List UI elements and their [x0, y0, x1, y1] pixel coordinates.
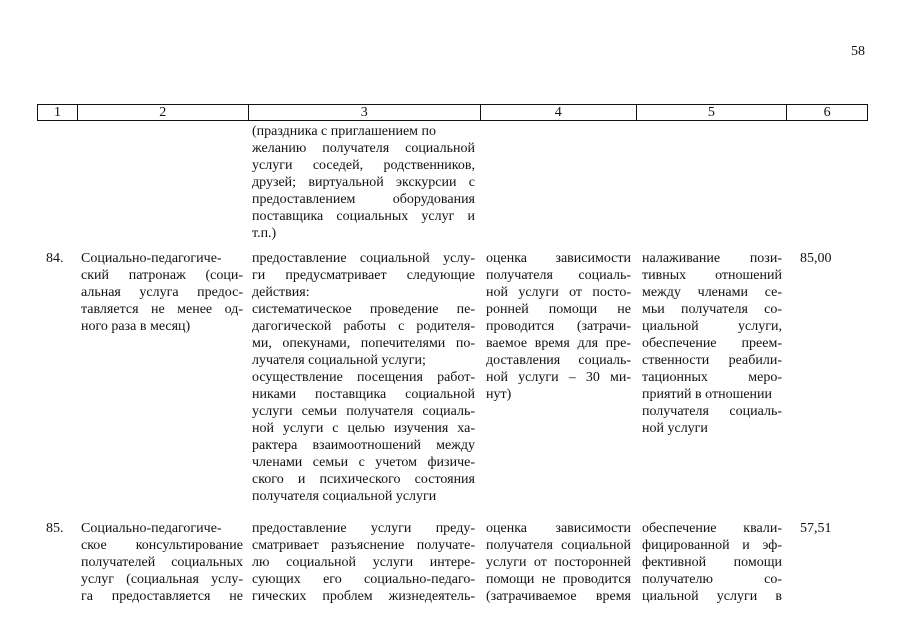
text-line: ский патронаж (соци-	[81, 268, 243, 283]
text-line: фективной помощи	[642, 555, 782, 570]
text-line: получателю со-	[642, 572, 782, 587]
text-line: налаживание пози-	[642, 251, 782, 266]
text-line: Социально-педагогиче-	[81, 251, 222, 266]
text-line: лю социальной услуги интере-	[252, 555, 475, 570]
row-84-name	[81, 250, 243, 335]
text-line: ной услуги с целью изучения ха-	[252, 421, 475, 436]
row-85-name	[81, 520, 243, 605]
header-col-1: 1	[53, 105, 61, 120]
text-line: (праздника с приглашением по	[252, 124, 437, 139]
text-line: между членами се-	[642, 285, 782, 300]
row-85-evaluation	[486, 520, 631, 605]
header-col-3: 3	[248, 105, 480, 120]
text-line: предоставление услуги преду-	[252, 521, 475, 536]
text-line: проводится (затрачи-	[486, 319, 631, 334]
row-84-number: 84.	[46, 251, 64, 266]
text-line: мьи получателя со-	[642, 302, 782, 317]
text-line: оценка зависимости	[486, 251, 631, 266]
text-line: сующих его социально-педаго-	[252, 572, 475, 587]
text-line: га предоставляется не	[81, 589, 243, 604]
text-line: сматривает разъяснение получате-	[252, 538, 475, 553]
text-line: предоставление социальной услу-	[252, 251, 475, 266]
text-line: циальной услуги в	[642, 589, 782, 604]
row-85-number: 85.	[46, 521, 64, 536]
text-line: ронней помощи не	[486, 302, 631, 317]
text-line: дагогической работы с родителя-	[252, 319, 475, 334]
header-col-4: 4	[480, 105, 636, 120]
text-line: обеспечение квали-	[642, 521, 782, 536]
text-line: услуги семьи получателя социаль-	[252, 404, 475, 419]
text-line: ной услуги – 30 ми-	[486, 370, 631, 385]
text-line: ми, опекунами, попечителями по-	[252, 336, 475, 351]
row-85-price: 57,51	[800, 521, 832, 536]
text-line: друзей; виртуальной экскурсии с	[252, 175, 475, 190]
row-84-price: 85,00	[800, 251, 832, 266]
text-line: обеспечение преем-	[642, 336, 782, 351]
text-line: гических проблем жизнедеятель-	[252, 589, 475, 604]
text-line: тационных меро-	[642, 370, 782, 385]
text-line: приятий в отношении	[642, 387, 773, 402]
text-line: предоставлением оборудования	[252, 192, 475, 207]
text-line: циальной услуги,	[642, 319, 782, 334]
text-line: лучателя социальной услуги;	[252, 353, 426, 368]
row-85-description	[252, 520, 475, 605]
row-85-result	[642, 520, 782, 605]
text-line: помощи не проводится	[486, 572, 631, 587]
text-line: никами поставщика социальной	[252, 387, 475, 402]
header-col-5: 5	[636, 105, 787, 120]
row-84-result	[642, 250, 782, 437]
text-line: оценка зависимости	[486, 521, 631, 536]
text-line: ваемое время для пре-	[486, 336, 631, 351]
text-line: рактера взаимоотношений между	[252, 438, 475, 453]
text-line: действия:	[252, 285, 310, 300]
text-line: получателя социальной	[486, 538, 631, 553]
text-line: осуществление посещения работ-	[252, 370, 475, 385]
text-line: получателя социальной услуги	[252, 489, 437, 504]
text-line: Социально-педагогиче-	[81, 521, 222, 536]
text-line: ной услуги от посто-	[486, 285, 631, 300]
text-line: услуги соседей, родственников,	[252, 158, 475, 173]
text-line: фицированной и эф-	[642, 538, 782, 553]
text-line: тивных отношений	[642, 268, 782, 283]
text-line: ной услуги	[642, 421, 708, 436]
text-line: ского и психического состояния	[252, 472, 475, 487]
text-line: услуги от посторонней	[486, 555, 631, 570]
row-84-evaluation	[486, 250, 631, 403]
text-line: т.п.)	[252, 226, 277, 241]
header-col-2: 2	[77, 105, 248, 120]
text-line: ственности реабили-	[642, 353, 782, 368]
continuation-text	[252, 123, 475, 242]
table-header-row	[37, 104, 868, 121]
header-col-6: 6	[786, 105, 867, 120]
text-line: получателя социаль-	[642, 404, 782, 419]
text-line: альная услуга предос-	[81, 285, 243, 300]
text-line: получателя социаль-	[486, 268, 631, 283]
row-84-description	[252, 250, 475, 505]
text-line: ги предусматривает следующие	[252, 268, 475, 283]
text-line: нут)	[486, 387, 512, 402]
text-line: систематическое проведение пе-	[252, 302, 475, 317]
text-line: ного раза в месяц)	[81, 319, 191, 334]
page-number: 58	[851, 44, 865, 59]
text-line: (затрачиваемое время	[486, 589, 631, 604]
text-line: поставщика социальных услуг и	[252, 209, 475, 224]
text-line: желанию получателя социальной	[252, 141, 475, 156]
text-line: услуг (социальная услу-	[81, 572, 243, 587]
text-line: ское консультирование	[81, 538, 243, 553]
text-line: тавляется не менее од-	[81, 302, 243, 317]
text-line: доставления социаль-	[486, 353, 631, 368]
text-line: членами семьи с учетом физиче-	[252, 455, 475, 470]
text-line: получателей социальных	[81, 555, 243, 570]
